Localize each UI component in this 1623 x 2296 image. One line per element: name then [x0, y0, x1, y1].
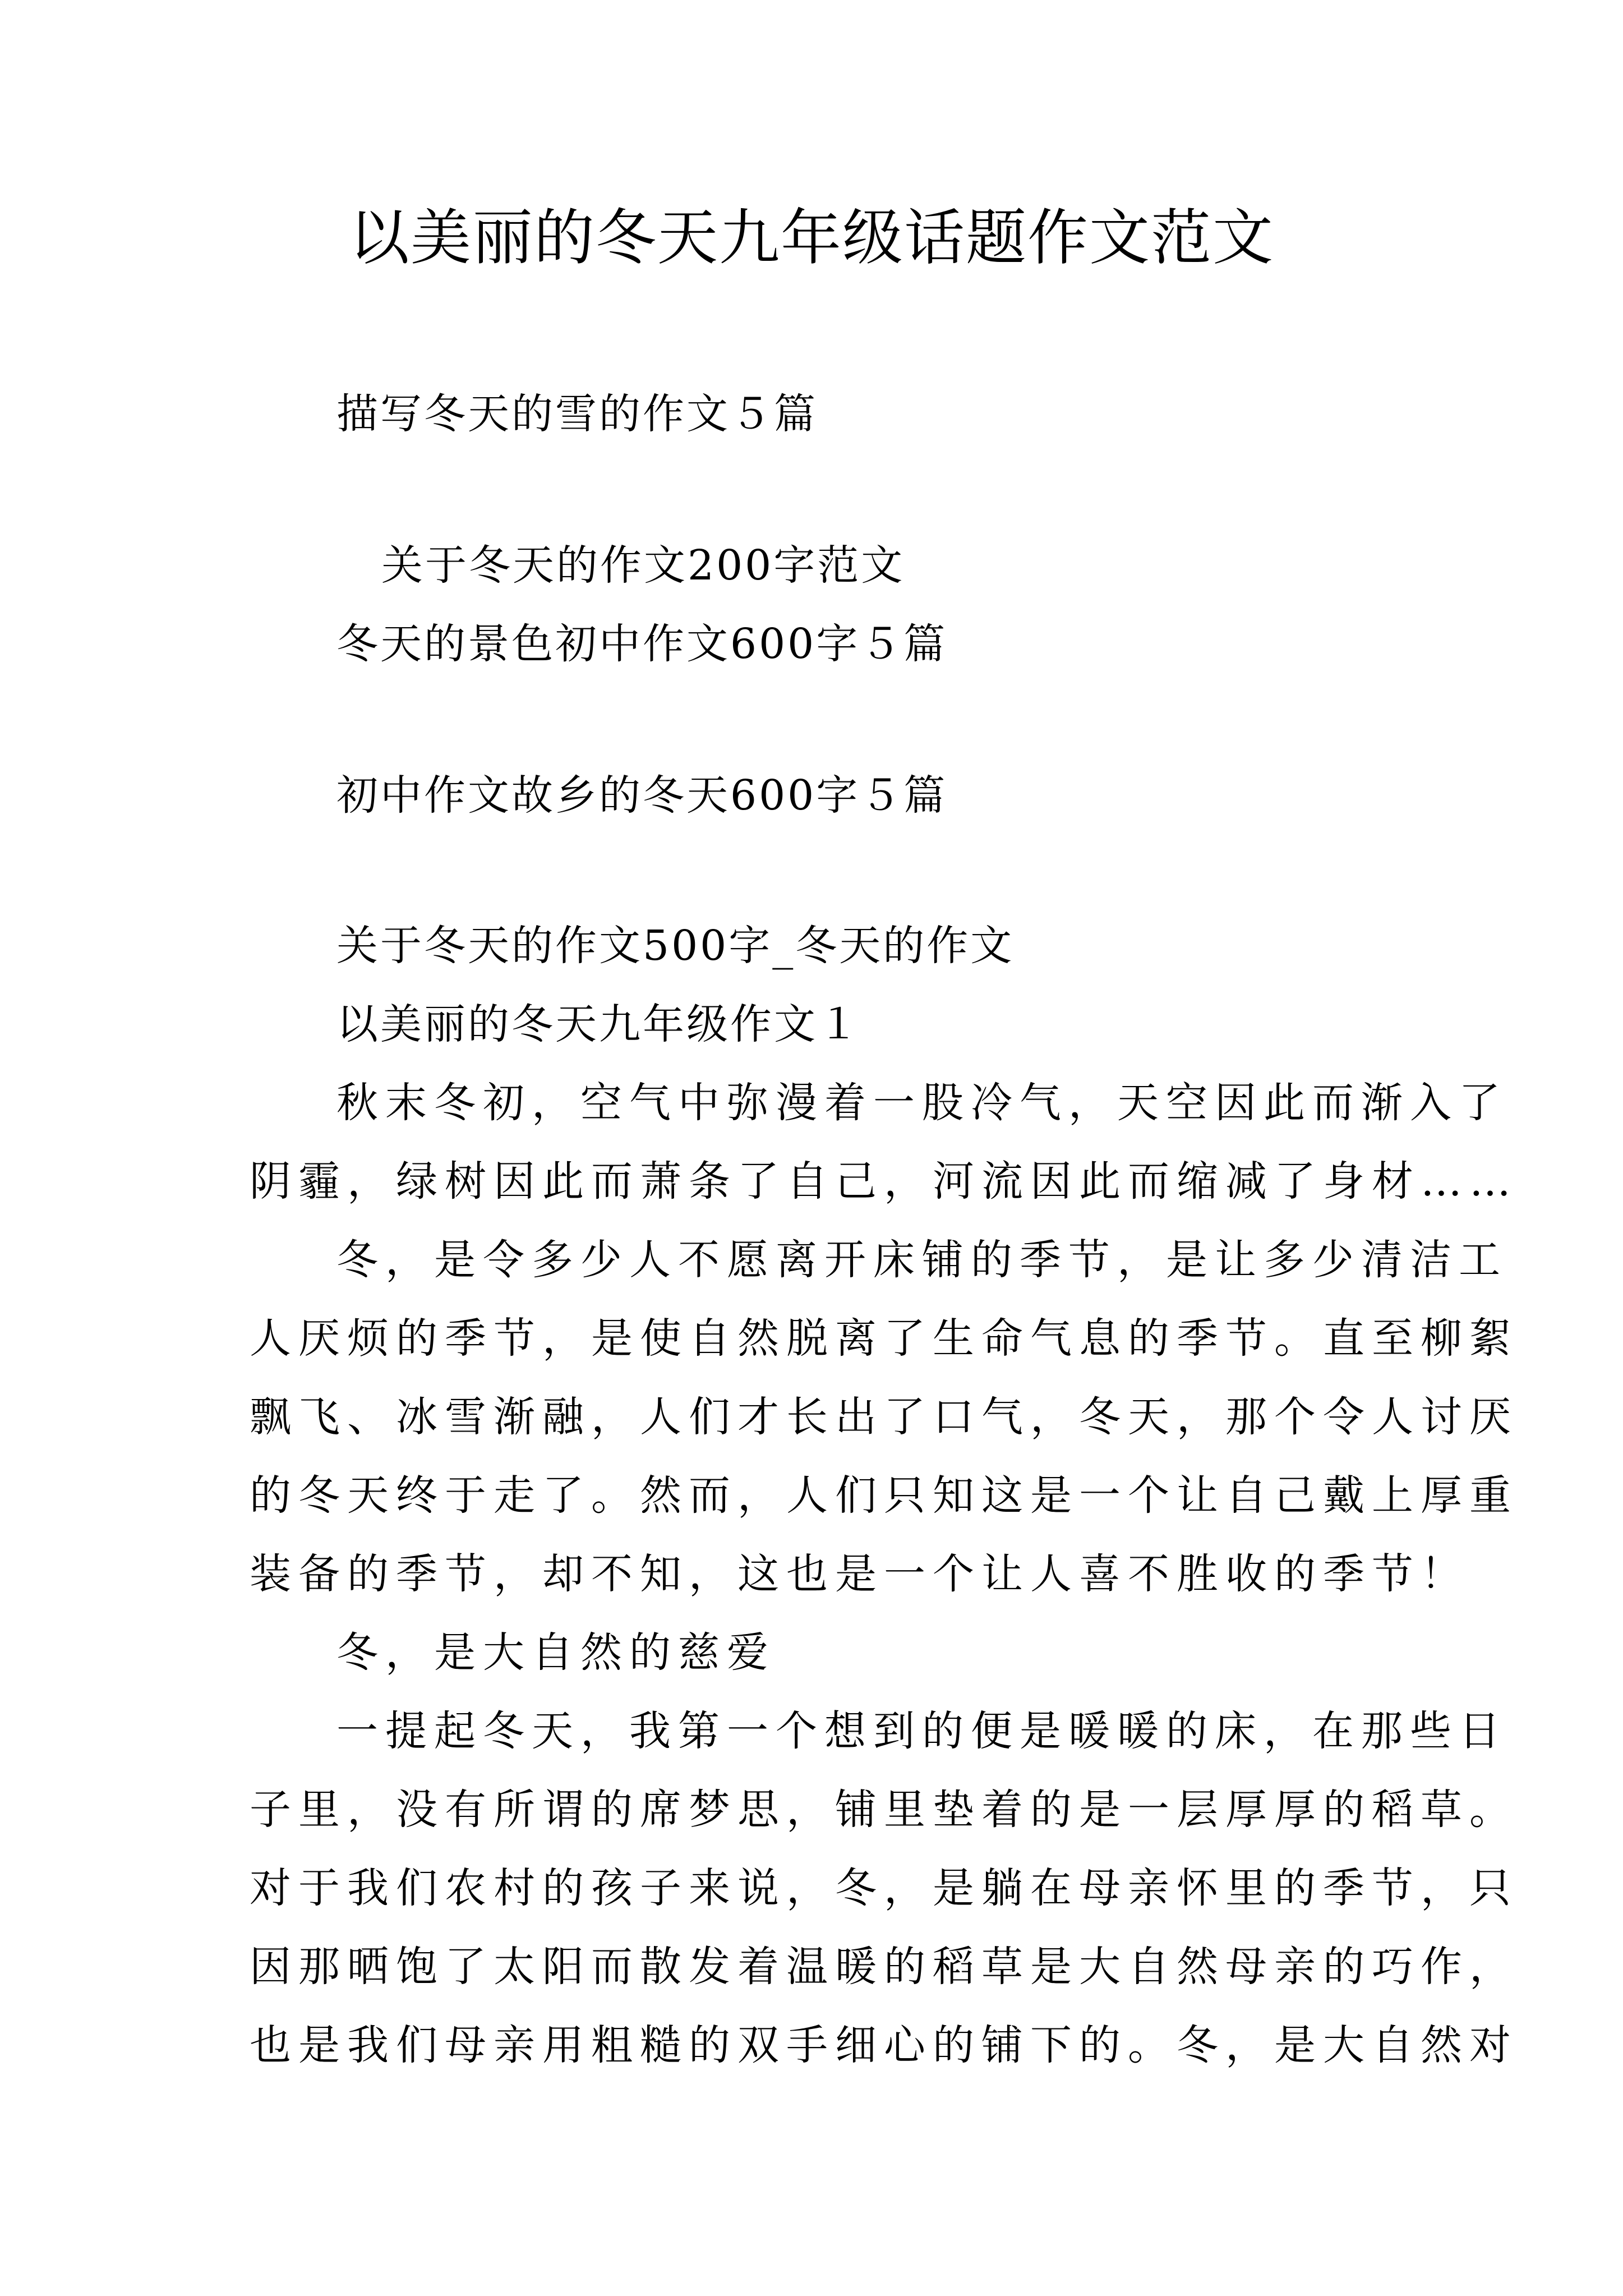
paragraph-line: 飘飞、冰雪渐融，人们才长出了口气，冬天，那个令人讨厌: [250, 1393, 1518, 1441]
related-link-4[interactable]: 初中作文故乡的冬天600字５篇: [336, 771, 948, 820]
paragraph-line: 也是我们母亲用粗糙的双手细心的铺下的。冬，是大自然对: [250, 2021, 1518, 2069]
paragraph-line: 装备的季节，却不知，这也是一个让人喜不胜收的季节！: [250, 1550, 1469, 1598]
paragraph-line: 子里，没有所谓的席梦思，铺里垫着的是一层厚厚的稻草。: [250, 1786, 1518, 1834]
related-link-2[interactable]: 关于冬天的作文200字范文: [381, 541, 905, 590]
paragraph-line: 的冬天终于走了。然而，人们只知这是一个让自己戴上厚重: [250, 1471, 1518, 1520]
paragraph-line: 人厌烦的季节，是使自然脱离了生命气息的季节。直至柳絮: [250, 1314, 1518, 1363]
related-link-1[interactable]: 描写冬天的雪的作文５篇: [336, 390, 818, 438]
paragraph-line: 冬，是令多少人不愿离开床铺的季节，是让多少清洁工: [336, 1236, 1507, 1284]
document-title: 以美丽的冬天九年级话题作文范文: [348, 203, 1274, 273]
paragraph-line: 阴霾，绿树因此而萧条了自己，河流因此而缩减了身材……: [250, 1157, 1518, 1205]
section-subheading: 冬，是大自然的慈爱: [336, 1628, 776, 1677]
related-link-5[interactable]: 关于冬天的作文500字_冬天的作文: [336, 922, 1015, 970]
paragraph-line: 秋末冬初，空气中弥漫着一股冷气，天空因此而渐入了: [336, 1079, 1507, 1127]
paragraph-line: 对于我们农村的孩子来说，冬，是躺在母亲怀里的季节，只: [250, 1864, 1518, 1912]
paragraph-line: 一提起冬天，我第一个想到的便是暖暖的床，在那些日: [336, 1707, 1507, 1755]
related-link-3[interactable]: 冬天的景色初中作文600字５篇: [336, 620, 948, 668]
paragraph-line: 因那晒饱了太阳而散发着温暖的稻草是大自然母亲的巧作，: [250, 1943, 1518, 1991]
article-heading: 以美丽的冬天九年级作文１: [336, 1000, 861, 1048]
